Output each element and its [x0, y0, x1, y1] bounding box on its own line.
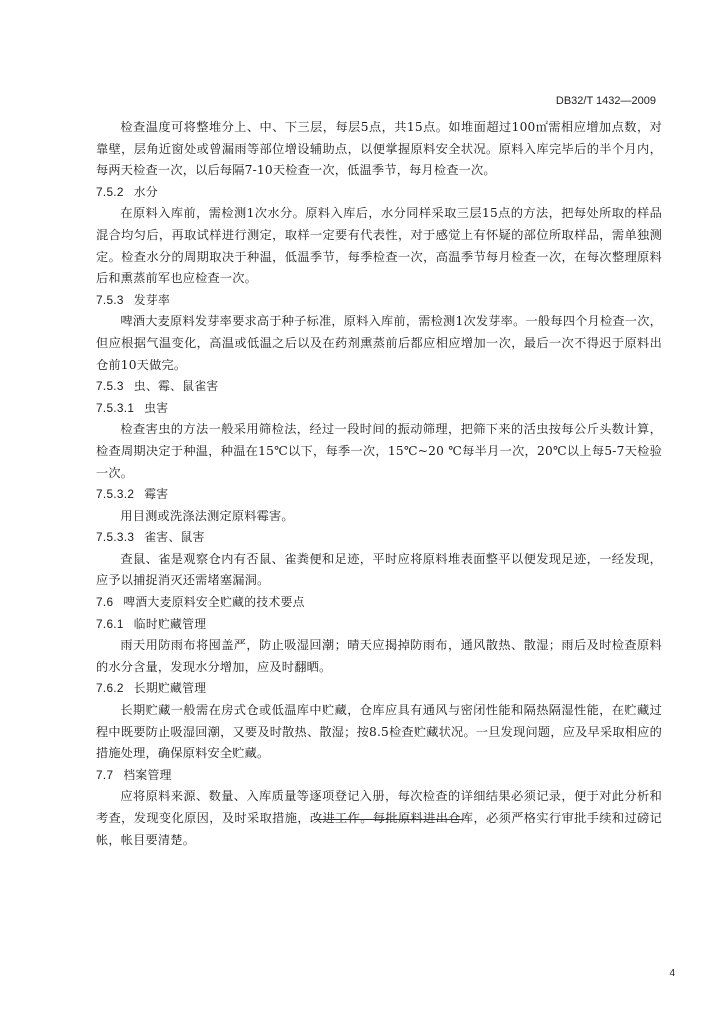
section-number: 7.5.2	[96, 184, 124, 199]
section-heading-7-6	[96, 592, 662, 614]
paragraph-temperature-check: 检查温度可将整堆分上、中、下三层，每层5点，共15点。如堆面超过100㎡需相应增加点数，对靠壁，层角近窗处或曾漏雨等部位增设辅助点，以便掌握原料安全状况。原料入库完毕后的半个月内，每两天检查一次，以后每隔7-10天检查一次，低温季节，每月检查一次。	[96, 120, 662, 178]
section-heading-7-5-3-3	[96, 527, 662, 549]
section-number: 7.7	[96, 767, 114, 782]
section-number: 7.5.3.2	[96, 487, 135, 502]
section-title: 水分	[133, 184, 158, 199]
section-heading-7-5-3-1	[96, 398, 662, 420]
paragraph-bird-rodent-damage: 查鼠、雀是观察仓内有否鼠、雀粪便和足迹，平时应将原料堆表面整平以便发现足迹，一经发现，应予以捕捉消灭还需堵塞漏洞。	[96, 551, 662, 588]
section-title: 雀害、鼠害	[144, 530, 205, 545]
paragraph-temporary-storage: 雨天用防雨布将囤盖严，防止吸湿回潮；晴天应揭掉防雨布，通风散热、散湿；雨后及时检查原料的水分含量，发现水分增加，应及时翻晒。	[96, 638, 662, 674]
paragraph-records-management: 应将原料来源、数量、入库质量等逐项登记入册，每次检查的详细结果必须记录，便于对此分析和考查，发现变化原因，及时采取措施，改进工作。每批原料进出仓库，必须严格实行审批手续和过磅记帐，帐目要清楚。	[96, 789, 662, 847]
standard-code: DB32/T 1432—2009	[555, 95, 656, 107]
paragraph-moisture: 在原料入库前，需检测1次水分。原料入库后，水分同样采取三层15点的方法，把每处所取的样品混合均匀后，再取试样进行测定，取样一定要有代表性，对于感觉上有怀疑的部位所取样品，需单独测定。检查水分的周期取决于种温，低温季节，每季检查一次，高温季节每月检查一次，在每次整理原料后和熏蒸前军也应检查一次。	[96, 206, 662, 286]
section-title: 啤酒大麦原料安全贮藏的技术要点	[123, 595, 305, 610]
section-number: 7.5.3	[96, 292, 124, 307]
paragraph-insect-damage: 检查害虫的方法一般采用筛检法，经过一段时间的振动筛理，把筛下来的活虫按每公斤头数计算，检查周期决定于种温，种温在15℃以下，每季一次，15℃~20 ℃每半月一次，20℃以上每5-7天检验一次。	[96, 422, 662, 480]
page-number: 4	[669, 968, 675, 979]
section-number: 7.6.2	[96, 681, 124, 696]
end-divider-line	[314, 819, 464, 820]
section-number: 7.5.3.1	[96, 400, 135, 415]
section-heading-7-6-1	[96, 614, 662, 636]
section-title: 长期贮藏管理	[133, 681, 207, 696]
section-heading-7-5-3-2	[96, 484, 662, 506]
section-heading-7-5-2	[96, 182, 662, 204]
paragraph-mold-damage: 用目测或洗涤法测定原料霉害。	[120, 508, 294, 523]
section-heading-7-7	[96, 765, 662, 787]
section-title: 档案管理	[123, 767, 172, 782]
section-number: 7.6.1	[96, 616, 124, 631]
section-number: 7.5.3.3	[96, 530, 135, 545]
section-heading-7-5-3	[96, 290, 662, 312]
paragraph-germination: 啤酒大麦原料发芽率要求高于种子标准，原料入库前，需检测1次发芽率。一般每四个月检查一次，但应根据气温变化，高温或低温之后以及在药剂熏蒸前后都应相应增加一次，最后一次不得迟于原料出仓前10天做完。	[96, 314, 662, 372]
document-body	[96, 117, 662, 851]
paragraph-long-term-storage: 长期贮藏一般需在房式仓或低温库中贮藏，仓库应具有通风与密闭性能和隔热隔湿性能，在贮藏过程中既要防止吸湿回潮，又要及时散热、散湿；按8.5检查贮藏状况。一旦发现问题，应及早采取相应的措施处理，确保原料安全贮藏。	[96, 703, 662, 761]
section-title: 发芽率	[133, 292, 171, 307]
section-title: 虫、霉、鼠雀害	[133, 379, 219, 394]
section-title: 虫害	[144, 400, 169, 415]
section-title: 临时贮藏管理	[133, 616, 207, 631]
section-number: 7.5.3	[96, 379, 124, 394]
section-number: 7.6	[96, 595, 114, 610]
section-heading-7-5-3-pests	[96, 376, 662, 398]
section-heading-7-6-2	[96, 678, 662, 700]
section-title: 霉害	[144, 487, 169, 502]
